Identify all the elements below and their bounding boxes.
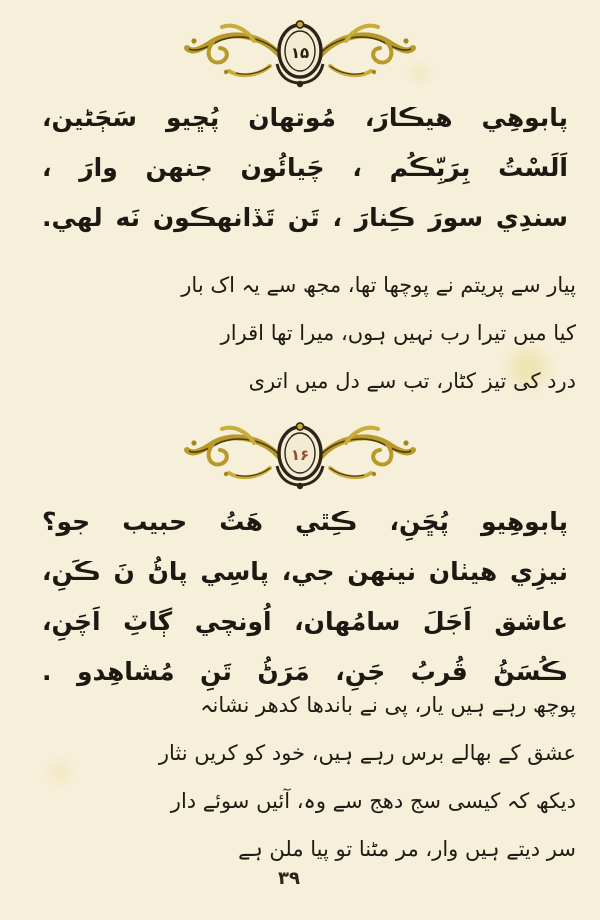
translation-line: سر دیتے ہیں وار، مر مٹنا تو پیا ملن ہے (238, 837, 576, 861)
section-ornament-15 (0, 20, 600, 88)
verse-line: پابوهِي هيڪارَ، مُوتهان پُڇيو سَڄَڻين، (42, 103, 568, 132)
sindhi-verse-16 (42, 500, 568, 700)
translation-line: دیکھ کہ کیسی سج دھج سے وہ، آئیں سوئے دار (170, 789, 576, 813)
verse-line: پابوهِيو پُڇَنِ، ڪِٿي هَتُ حبيب جو؟ (42, 507, 568, 536)
medallion-icon (277, 21, 323, 87)
medallion-icon (277, 423, 323, 489)
section-ornament-16 (0, 422, 600, 490)
urdu-translation-15 (90, 262, 576, 406)
ornament-number: ۱۵ (290, 44, 310, 62)
urdu-translation-16 (90, 682, 576, 874)
translation-line: عشق کے بھالے برس رہے ہیں، خود کو کریں نثار (158, 741, 576, 765)
verse-line: نيزِي هيٺان نينهن جي، پاسِي پاڻُ نَ ڪَنِ، (42, 557, 568, 586)
ornament-number: ۱۶ (290, 446, 310, 464)
verse-line: ڪُسَڻُ قُربُ جَنِ، مَرَڻُ تَنِ مُشاهِدو . (42, 657, 568, 686)
floral-ornament-icon (182, 20, 418, 88)
verse-line: اَلَسْتُ بِرَبِّڪُم ، چَيائُون جنهن وارَ ، (42, 153, 568, 182)
translation-line: پیار سے پریتم نے پوچھا تھا، مجھ سے یہ اک بار (181, 273, 576, 297)
translation-line: پوچھ رہے ہیں یار، پی نے باندھا کدھر نشانہ (200, 693, 576, 717)
sindhi-verse-15 (42, 96, 568, 246)
translation-line: کیا میں تیرا رب نہیں ہوں، میرا تھا اقرار (220, 321, 576, 345)
verse-line: عاشق اَجَلَ سامُهان، اُونچي ڳاٽِ اَچَنِ، (42, 607, 568, 636)
page-number: ۳۹ (278, 868, 300, 889)
verse-line: سندِي سورَ ڪِنارَ ، تَن تَڏانهڪون نَه لهي. (42, 203, 568, 232)
floral-ornament-icon (182, 422, 418, 490)
translation-line: درد کی تیز کٹار، تب سے دل میں اتری (248, 369, 576, 393)
